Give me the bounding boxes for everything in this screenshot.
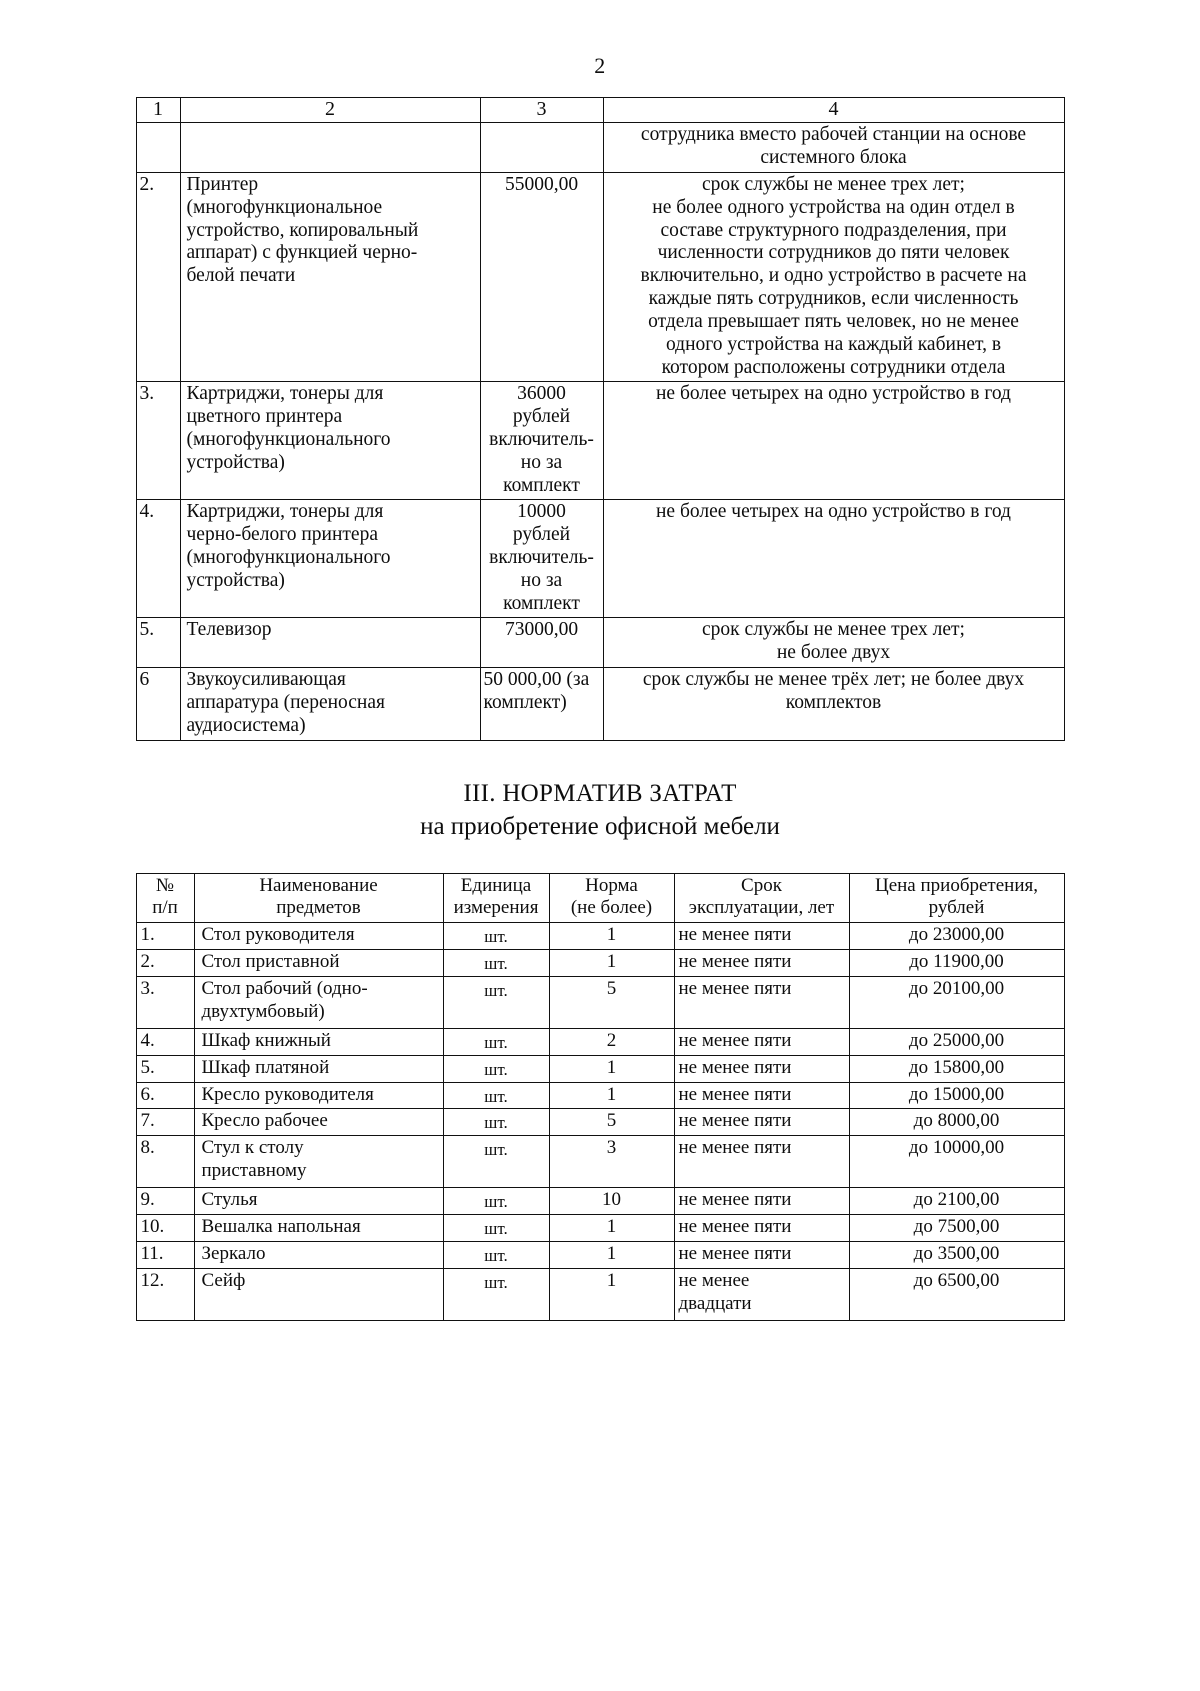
column-header-4 [549, 873, 674, 923]
text-line: Стол рабочий (одно- [201, 977, 368, 999]
text-line: не менее [678, 1269, 750, 1291]
text-line: комплектов [785, 691, 882, 713]
text-line: включитель- [489, 547, 594, 569]
text-line: 50 000,00 (за [483, 669, 590, 691]
text-line: Кресло рабочее [201, 1110, 328, 1132]
item-name [194, 1028, 443, 1055]
norm-quantity: 1 [549, 1268, 674, 1320]
text-line: не более двух [776, 642, 891, 664]
text-line: аудиосистема) [186, 714, 306, 736]
text-line: Стул к столу [201, 1137, 304, 1159]
item-name [194, 1188, 443, 1215]
text-line: Телевизор [186, 619, 272, 641]
text-line: Сейф [201, 1269, 246, 1291]
norm-quantity: 2 [549, 1028, 674, 1055]
item-note [603, 173, 1064, 382]
header-line-1: Норма [585, 874, 638, 896]
row-number: 3. [136, 976, 194, 1028]
text-line: Звукоусиливающая [186, 669, 346, 691]
text-line: 73000,00 [504, 619, 579, 641]
text-line: включительно, и одно устройство в расчете на [640, 265, 1027, 287]
text-line: двухтумбовый) [201, 1000, 325, 1022]
equipment-norms-table [136, 97, 1065, 741]
text-line: не менее пяти [678, 977, 792, 999]
text-line: численности сотрудников до пяти человек [657, 242, 1010, 264]
norm-quantity: 1 [549, 1215, 674, 1242]
norm-quantity: 3 [549, 1136, 674, 1188]
item-name [194, 1215, 443, 1242]
text-line: не более четырех на одно устройство в год [656, 501, 1011, 523]
text-line: Шкаф книжный [201, 1029, 331, 1051]
table-row [136, 1242, 1064, 1269]
header-line-2: п/п [152, 897, 178, 919]
item-name [180, 382, 480, 500]
unit-of-measure: шт. [443, 1028, 549, 1055]
text-line: сотрудника вместо рабочей станции на основе [640, 124, 1027, 146]
table-row [136, 1055, 1064, 1082]
text-line: комплект [503, 474, 580, 496]
norm-quantity: 1 [549, 1055, 674, 1082]
text-line: (многофункционального [186, 547, 391, 569]
text-line: Принтер [186, 174, 259, 196]
norm-quantity: 1 [549, 1082, 674, 1109]
header-line-1: Наименование [259, 874, 378, 896]
item-name [194, 1136, 443, 1188]
text-line: не менее пяти [678, 1029, 792, 1051]
service-life [674, 1082, 849, 1109]
table-row [136, 1082, 1064, 1109]
service-life [674, 1136, 849, 1188]
unit-of-measure: шт. [443, 1242, 549, 1269]
text-line: цветного принтера [186, 406, 343, 428]
item-name [194, 1082, 443, 1109]
text-line: не менее пяти [678, 1189, 792, 1211]
text-line: комплект) [483, 691, 567, 713]
purchase-price: до 15800,00 [849, 1055, 1064, 1082]
text-line: (многофункционального [186, 428, 391, 450]
header-line-1: Цена приобретения, [874, 874, 1038, 896]
unit-of-measure: шт. [443, 976, 549, 1028]
text-line: (многофункциональное [186, 196, 383, 218]
item-note [603, 668, 1064, 740]
table-row [136, 382, 1064, 500]
purchase-price: до 8000,00 [849, 1109, 1064, 1136]
item-price [480, 382, 603, 500]
column-header-3 [443, 873, 549, 923]
item-note [603, 123, 1064, 173]
purchase-price: до 6500,00 [849, 1268, 1064, 1320]
text-line: рублей [512, 524, 571, 546]
table-row [136, 1215, 1064, 1242]
unit-of-measure: шт. [443, 923, 549, 950]
column-number-row [136, 98, 1064, 123]
text-line: не менее пяти [678, 924, 792, 946]
item-name [194, 923, 443, 950]
unit-of-measure: шт. [443, 1082, 549, 1109]
row-number: 11. [136, 1242, 194, 1269]
text-line: 36000 [517, 383, 566, 405]
text-line: двадцати [678, 1292, 752, 1314]
text-line: одного устройства на каждый кабинет, в [665, 333, 1002, 355]
item-price [480, 668, 603, 740]
table-row [136, 1028, 1064, 1055]
item-name [194, 1055, 443, 1082]
column-header-6 [849, 873, 1064, 923]
row-number: 10. [136, 1215, 194, 1242]
service-life [674, 923, 849, 950]
row-index: 5. [136, 618, 180, 668]
norm-quantity: 1 [549, 923, 674, 950]
table-row [136, 123, 1064, 173]
text-line: Стол приставной [201, 950, 340, 972]
table-row [136, 1188, 1064, 1215]
item-name [180, 123, 480, 173]
norm-quantity: 1 [549, 949, 674, 976]
unit-of-measure: шт. [443, 1215, 549, 1242]
unit-of-measure: шт. [443, 1268, 549, 1320]
text-line: черно-белого принтера [186, 524, 378, 546]
header-line-2: рублей [928, 897, 985, 919]
column-number-1: 1 [136, 98, 180, 123]
purchase-price: до 20100,00 [849, 976, 1064, 1028]
row-number: 5. [136, 1055, 194, 1082]
text-line: белой печати [186, 265, 296, 287]
purchase-price: до 11900,00 [849, 949, 1064, 976]
purchase-price: до 7500,00 [849, 1215, 1064, 1242]
item-name [194, 949, 443, 976]
item-price [480, 618, 603, 668]
text-line: Стол руководителя [201, 924, 355, 946]
purchase-price: до 10000,00 [849, 1136, 1064, 1188]
purchase-price: до 15000,00 [849, 1082, 1064, 1109]
item-name [180, 173, 480, 382]
item-price: 55000,00 [480, 173, 603, 382]
table-row [136, 1136, 1064, 1188]
text-line: не менее пяти [678, 950, 792, 972]
text-line: рублей [512, 406, 571, 428]
unit-of-measure: шт. [443, 949, 549, 976]
row-number: 2. [136, 949, 194, 976]
section-heading-line1: III. НОРМАТИВ ЗАТРАТ [463, 779, 737, 807]
column-number-4: 4 [603, 98, 1064, 123]
item-note [603, 500, 1064, 618]
item-name [180, 668, 480, 740]
item-name [194, 976, 443, 1028]
text-line: не менее пяти [678, 1083, 792, 1105]
column-number-2: 2 [180, 98, 480, 123]
service-life [674, 1242, 849, 1269]
header-line-1: Срок [741, 874, 782, 896]
text-line: Вешалка напольная [201, 1216, 361, 1238]
row-index: 2. [136, 173, 180, 382]
purchase-price: до 3500,00 [849, 1242, 1064, 1269]
header-line-2: предметов [276, 897, 361, 919]
row-number: 9. [136, 1188, 194, 1215]
table-row [136, 949, 1064, 976]
service-life [674, 976, 849, 1028]
table-row [136, 500, 1064, 618]
table-row [136, 1109, 1064, 1136]
text-line: системного блока [760, 147, 907, 169]
header-line-2: измерения [453, 897, 539, 919]
item-name [180, 500, 480, 618]
text-line: Картриджи, тонеры для [186, 501, 384, 523]
text-line: не менее пяти [678, 1056, 792, 1078]
unit-of-measure: шт. [443, 1188, 549, 1215]
service-life [674, 949, 849, 976]
table-row [136, 173, 1064, 382]
text-line: Стулья [201, 1189, 258, 1211]
service-life [674, 1268, 849, 1320]
text-line: но за [520, 451, 563, 473]
service-life [674, 1215, 849, 1242]
norm-quantity: 1 [549, 1242, 674, 1269]
text-line: котором расположены сотрудники отдела [661, 356, 1006, 378]
row-number: 12. [136, 1268, 194, 1320]
text-line: составе структурного подразделения, при [660, 219, 1007, 241]
text-line: устройство, копировальный [186, 219, 419, 241]
furniture-norms-table [136, 873, 1065, 1321]
service-life [674, 1028, 849, 1055]
row-number: 8. [136, 1136, 194, 1188]
text-line: Шкаф платяной [201, 1056, 330, 1078]
header-line-2: (не более) [570, 897, 653, 919]
row-number: 4. [136, 1028, 194, 1055]
table-row [136, 1268, 1064, 1320]
text-line: отдела превышает пять человек, но не менее [648, 310, 1019, 332]
text-line: 10000 [517, 501, 566, 523]
text-line: включитель- [489, 428, 594, 450]
norm-quantity: 5 [549, 976, 674, 1028]
item-name [194, 1109, 443, 1136]
text-line: комплект [503, 592, 580, 614]
row-index: 4. [136, 500, 180, 618]
table-row [136, 668, 1064, 740]
text-line: Картриджи, тонеры для [186, 383, 384, 405]
item-name [194, 1268, 443, 1320]
text-line: устройства) [186, 569, 285, 591]
column-header-5 [674, 873, 849, 923]
service-life [674, 1188, 849, 1215]
table-row [136, 923, 1064, 950]
header-line-2: эксплуатации, лет [688, 897, 835, 919]
row-number: 6. [136, 1082, 194, 1109]
row-index: 6 [136, 668, 180, 740]
unit-of-measure: шт. [443, 1136, 549, 1188]
text-line: каждые пять сотрудников, если численность [648, 288, 1019, 310]
text-line: не более одного устройства на один отдел в [652, 196, 1015, 218]
norm-quantity: 10 [549, 1188, 674, 1215]
table-row [136, 976, 1064, 1028]
table-row [136, 618, 1064, 668]
item-name [180, 618, 480, 668]
column-header-1 [136, 873, 194, 923]
text-line: не менее пяти [678, 1216, 792, 1238]
text-line: срок службы не менее трех лет; [702, 174, 965, 196]
item-note [603, 382, 1064, 500]
unit-of-measure: шт. [443, 1055, 549, 1082]
text-line: не более четырех на одно устройство в год [656, 383, 1011, 405]
unit-of-measure: шт. [443, 1109, 549, 1136]
text-line: аппарат) с функцией черно- [186, 242, 418, 264]
section-heading-line2: на приобретение офисной мебели [420, 812, 780, 840]
text-line: аппаратура (переносная [186, 691, 385, 713]
column-number-3: 3 [480, 98, 603, 123]
text-line: Кресло руководителя [201, 1083, 374, 1105]
text-line: не менее пяти [678, 1137, 792, 1159]
service-life [674, 1055, 849, 1082]
furniture-header-row [136, 873, 1064, 923]
purchase-price: до 23000,00 [849, 923, 1064, 950]
item-price [480, 500, 603, 618]
norm-quantity: 5 [549, 1109, 674, 1136]
row-number: 1. [136, 923, 194, 950]
text-line: не менее пяти [678, 1110, 792, 1132]
text-line: Зеркало [201, 1243, 266, 1265]
purchase-price: до 2100,00 [849, 1188, 1064, 1215]
text-line: не менее пяти [678, 1243, 792, 1265]
header-line-1: Единица [460, 874, 532, 896]
text-line: но за [520, 569, 563, 591]
text-line: срок службы не менее трех лет; [702, 619, 965, 641]
item-note [603, 618, 1064, 668]
row-number: 7. [136, 1109, 194, 1136]
text-line: устройства) [186, 451, 285, 473]
header-line-1: № [155, 874, 175, 896]
row-index [136, 123, 180, 173]
purchase-price: до 25000,00 [849, 1028, 1064, 1055]
page-number: 2 [594, 53, 606, 78]
service-life [674, 1109, 849, 1136]
item-price [480, 123, 603, 173]
row-index: 3. [136, 382, 180, 500]
column-header-2 [194, 873, 443, 923]
section-heading [0, 777, 1200, 843]
text-line: срок службы не менее трёх лет; не более двух [642, 669, 1025, 691]
text-line: приставному [201, 1160, 307, 1182]
item-name [194, 1242, 443, 1269]
